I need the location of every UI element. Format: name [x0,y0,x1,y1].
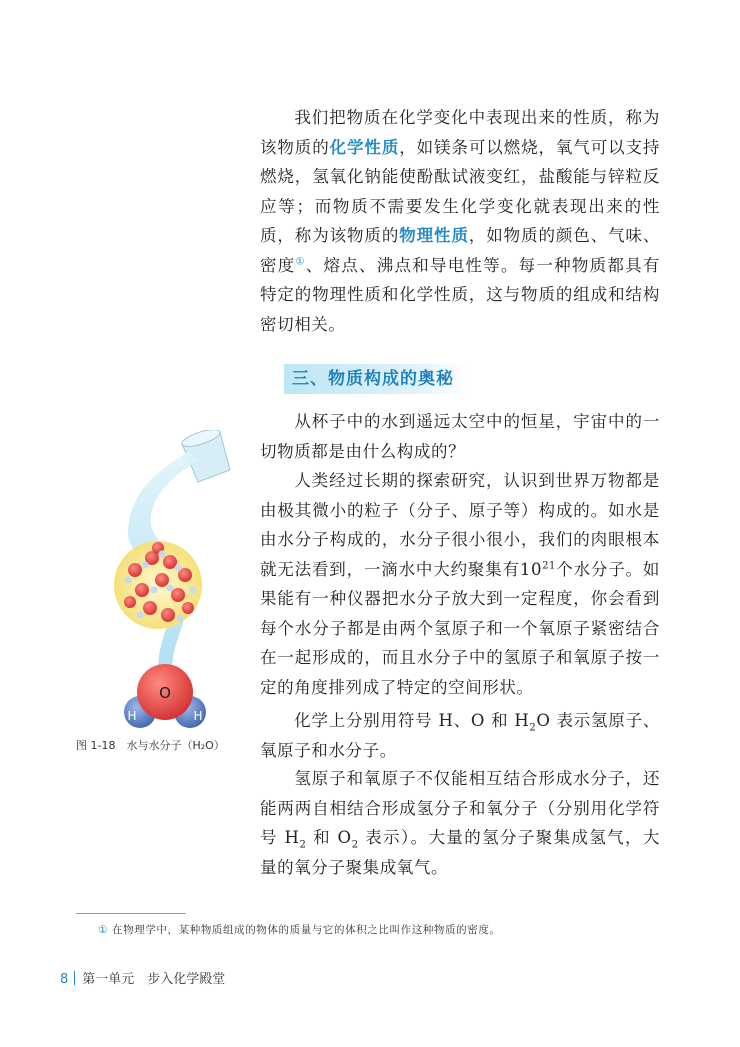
page-footer [60,968,225,987]
subscript: 2 [351,839,359,851]
footer-divider [74,971,75,985]
text-segment: O 表示氢原子、氧原子和水分子。 [260,711,661,760]
water-molecule [124,664,206,728]
text-segment: ，如物质的颜色、气味、密度 [260,226,660,275]
paragraph-molecules [260,466,660,702]
paragraph-properties [260,103,660,339]
text-segment: 氢原子和氧原子不仅能相互结合形成水分子，还能两两自相结合形成氢分子和氧分子（分别用化学符号 H [260,769,660,847]
text-segment: 人类经过长期的探索研究，认识到世界万物都是由极其微小的粒子（分子、原子等）构成的。如水是由水分子构成的，水分子很小很小，我们的肉眼根本就无法看到，一滴水中大约聚集有10 [260,471,660,579]
footnote [98,922,501,937]
text-segment: 化学上分别用符号 H、O 和 H [294,711,530,730]
text-segment: ，如镁条可以燃烧，氧气可以支持燃烧，氢氧化钠能使酚酞试液变红，盐酸能与锌粒反应等；而物质不需要发生化学变化就表现出来的性质，称为该物质的 [260,137,661,245]
text-segment: 表示）。大量的氢分子聚集成氢气，大量的氧分子聚集成氧气。 [260,828,661,877]
keyword-chemical-property: 化学性质 [329,137,400,157]
hydrogen-label: H [193,709,203,723]
text-segment: 和 O [306,828,352,847]
section-heading: 三、物质构成的奥秘 [284,364,468,394]
magnified-droplet [114,541,202,629]
page-number: 8 [60,972,69,987]
figure-caption: 图 1-18 水与水分子（H₂O） [76,739,225,752]
footnote-reference[interactable]: ① [295,256,306,267]
text-segment: 、熔点、沸点和导电性等。每一种物质都具有特定的物理性质和化学性质，这与物质的组成和结构密切相关。 [260,255,660,334]
subscript: 2 [299,839,307,851]
water-molecule-illustration [70,430,260,730]
subscript: 2 [529,722,537,734]
footnote-text: 在物理学中，某种物质组成的物体的质量与它的体积之比叫作这种物质的密度。 [112,924,501,936]
exponent: 21 [542,560,557,571]
paragraph-hydrogen-oxygen [260,764,660,882]
text-segment: 我们把物质在化学变化中表现出来的性质，称为该物质的 [260,108,660,157]
unit-title: 第一单元 步入化学殿堂 [82,972,226,987]
text-segment: 从杯子中的水到遥远太空中的恒星，宇宙中的一切物质都是由什么构成的？ [260,412,660,461]
paragraph-question [260,407,660,466]
paragraph-symbols [260,706,660,765]
footnote-divider [76,913,186,914]
oxygen-label: O [159,684,171,702]
footnote-mark: ① [98,924,109,936]
hydrogen-label: H [127,709,137,723]
text-segment: 个水分子。如果能有一种仪器把水分子放大到一定程度，你会看到每个水分子都是由两个氢原子和一个氧原子紧密结合在一起形成的，而且水分子中的氢原子和氧原子按一定的角度排列成了特定的空间形状。 [260,559,660,697]
keyword-physical-property: 物理性质 [399,226,469,245]
